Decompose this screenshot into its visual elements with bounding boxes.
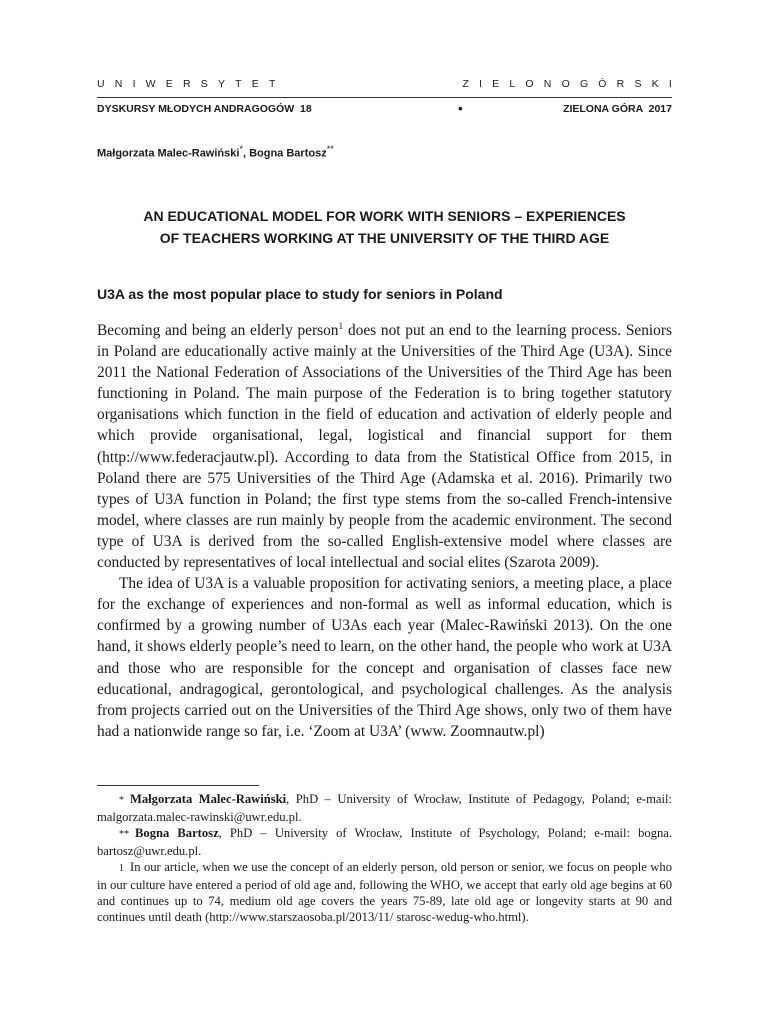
paragraph-1-start: Becoming and being an elderly person: [97, 322, 339, 339]
footnote-author-1: [97, 791, 672, 825]
author-name-2: Bogna Bartosz: [249, 147, 327, 160]
footnotes: [97, 791, 672, 925]
header-divider: [97, 97, 672, 98]
footnote-mark: **: [119, 829, 129, 840]
footnote-1: [97, 859, 672, 925]
section-heading: U3A as the most popular place to study for seniors in Poland: [97, 286, 503, 302]
author-name-1: Małgorzata Malec-Rawiński: [97, 147, 240, 160]
header-bullet: •: [458, 101, 463, 116]
paragraph-2: The idea of U3A is a valuable proposition for activating seniors, a meeting place, a place for the exchange of experiences and non-formal as well as informal education, which is confirmed by a growing number of U3As each year (Malec-Rawiński 2013). On the one hand, it shows elderly people’s need to learn, on the other hand, the people who work at U3A and those who are responsible for the concept and organisation of classes face new educational, andragogical, gerontological, and psychological challenges. As the analysis from projects carried out on the Universities of the Third Age shows, only two of them have had a nationwide range so far, i.e. ‘Zoom at U3A’ (www. Zoomnautw.pl): [97, 575, 672, 740]
title-line-2: OF TEACHERS WORKING AT THE UNIVERSITY OF THE THIRD AGE: [159, 230, 610, 246]
title-line-1: AN EDUCATIONAL MODEL FOR WORK WITH SENIORS – EXPERIENCES: [143, 208, 626, 224]
place-year: ZIELONA GÓRA 2017: [563, 102, 672, 115]
paragraph-1-rest: does not put an end to the learning process. Seniors in Poland are educationally active mainly at the Universities of the Third Age (U3A). Since 2011 the National Federation of Associations of the Universities of the Third Age has been functioning in Poland. The main purpose of the Federation is to bring together statutory organisations which function in the field of education and activation of elderly people and which provide organisational, legal, logistical and financial support for them (http://www.federacjautw.pl). According to data from the Statistical Office from 2015, in Poland there are 575 Universities of the Third Age (Adamska et al. 2016). Primarily two types of U3A function in Poland; the first type stems from the so-called French-intensive model, where classes are run mainly by people from the academic environment. The second type of U3A is derived from the so-called English-extensive model where classes are conducted by representatives of local intellectual and social elites (Szarota 2009).: [97, 322, 672, 572]
series-header: [97, 101, 672, 116]
footnote-name: Bogna Bartosz: [135, 826, 219, 840]
footnote-name: Małgorzata Malec-Rawiński: [130, 792, 287, 806]
author-separator: ,: [242, 147, 250, 160]
footnote-ref-1: 1: [338, 321, 344, 332]
footnote-author-2: [97, 825, 672, 859]
journal-name-right: ZIELONOGÓRSKI: [462, 78, 682, 90]
journal-name-left: UNIWERSYTET: [97, 78, 286, 90]
footnote-text: , PhD – University of Wrocław, Institute of Psychology, Poland; e-mail: bogna. bartosz@uwr.edu.pl.: [97, 826, 672, 858]
author-line: [97, 144, 334, 160]
series-name: DYSKURSY MŁODYCH ANDRAGOGÓW 18: [97, 102, 312, 115]
author-mark-2: **: [326, 144, 334, 154]
body-text: [97, 320, 672, 742]
paragraph-1: [97, 320, 672, 573]
footnote-text: In our article, when we use the concept of an elderly person, old person or senior, we focus on people who in our culture have entered a period of old age and, following the WHO, we accept that early old age begins at 60 and continues up to 74, medium old age covers the years 75-89, late old age or longevity starts at 90 and continues until death (http://www.starszaosoba.pl/2013/11/ starosc-wedug-who.html).: [97, 860, 672, 924]
journal-header: [97, 78, 682, 90]
footnote-mark: 1: [119, 863, 124, 874]
footnote-divider: [97, 785, 259, 786]
author-mark-1: *: [239, 144, 243, 154]
footnote-text: , PhD – University of Wrocław, Institute of Pedagogy, Poland; e-mail: malgorzata.malec-rawinski@uwr.edu.pl.: [97, 792, 672, 824]
footnote-mark: *: [119, 795, 124, 806]
paper-title: [97, 205, 672, 249]
